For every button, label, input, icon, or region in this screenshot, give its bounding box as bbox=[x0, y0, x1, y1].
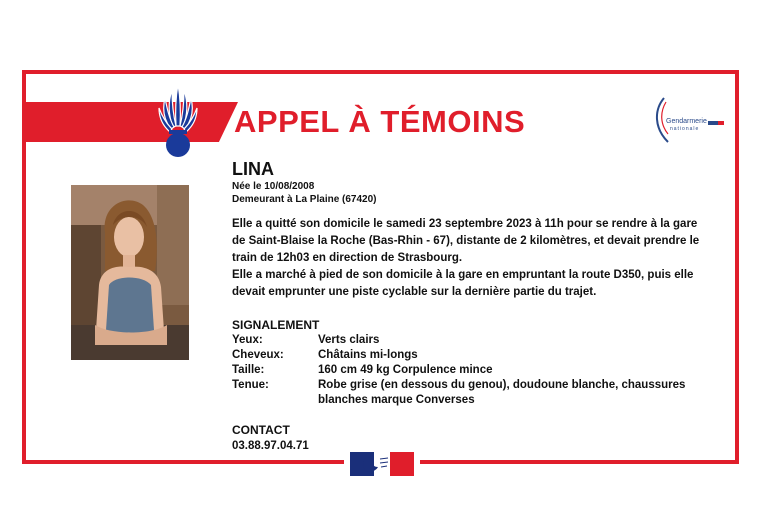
signalement-label: Taille: bbox=[232, 364, 265, 376]
signalement-list bbox=[232, 333, 712, 408]
signalement-value: 160 cm 49 kg Corpulence mince bbox=[318, 364, 493, 376]
signalement-label: Cheveux: bbox=[232, 349, 284, 361]
signalement-value: Verts clairs bbox=[318, 334, 380, 346]
person-photo bbox=[71, 185, 189, 360]
marianne-flag-icon bbox=[344, 451, 420, 477]
residence: Demeurant à La Plaine (67420) bbox=[232, 194, 377, 205]
signalement-row bbox=[232, 363, 712, 378]
description bbox=[232, 216, 712, 301]
gendarmerie-logo bbox=[652, 92, 732, 152]
red-banner bbox=[26, 102, 238, 142]
signalement-row bbox=[232, 378, 712, 408]
signalement-row bbox=[232, 333, 712, 348]
signalement-value: Robe grise (en dessous du genou), doudoune blanche, chaussures blanches marque Converses bbox=[318, 379, 686, 406]
signalement-title: SIGNALEMENT bbox=[232, 318, 320, 332]
grenade-flame-icon bbox=[156, 82, 200, 160]
contact-title: CONTACT bbox=[232, 423, 290, 437]
signalement-label: Yeux: bbox=[232, 334, 263, 346]
gendarmerie-subtitle: nationale bbox=[670, 126, 700, 132]
gendarmerie-name: Gendarmerie bbox=[666, 118, 707, 125]
signalement-value: Châtains mi-longs bbox=[318, 349, 418, 361]
description-paragraph: Elle a quitté son domicile le samedi 23 septembre 2023 à 11h pour se rendre à la gare de Saint-Blaise la Roche (Bas-Rhin - 67), distante de 2 kilomètres, et devait prendre le train de 12h03 en direction de Strasbourg. bbox=[232, 218, 700, 264]
birth-date: Née le 10/08/2008 bbox=[232, 181, 315, 192]
contact-phone: 03.88.97.04.71 bbox=[232, 440, 309, 452]
content-column bbox=[232, 158, 712, 454]
marianne-logo bbox=[344, 451, 420, 477]
signalement-label: Tenue: bbox=[232, 379, 269, 391]
person-name: LINA bbox=[232, 159, 274, 179]
poster-title: APPEL À TÉMOINS bbox=[234, 104, 526, 139]
description-paragraph: Elle a marché à pied de son domicile à la gare en empruntant la route D350, puis elle devait emprunter une piste cyclable sur la dernière partie du trajet. bbox=[232, 269, 694, 298]
wanted-poster bbox=[22, 70, 739, 464]
signalement-row bbox=[232, 348, 712, 363]
